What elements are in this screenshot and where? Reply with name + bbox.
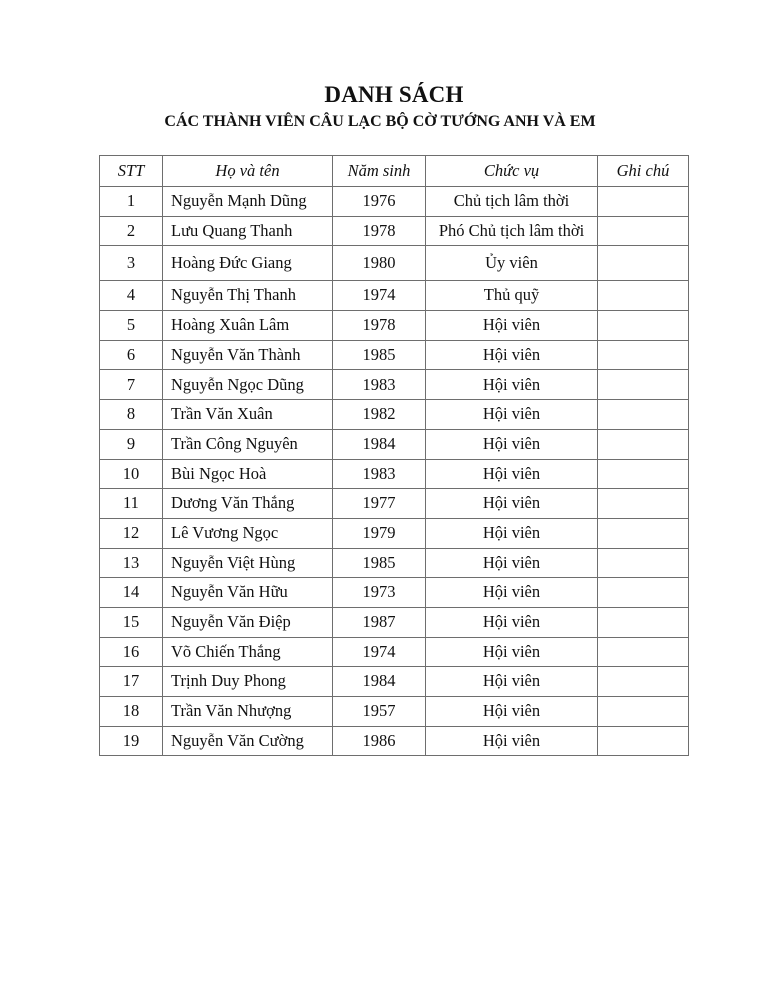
- cell-stt: 14: [100, 578, 163, 608]
- cell-note: [598, 607, 689, 637]
- cell-name: Hoàng Đức Giang: [163, 246, 333, 281]
- cell-stt: 1: [100, 187, 163, 217]
- table-row: [100, 340, 689, 370]
- cell-position: Hội viên: [426, 607, 598, 637]
- cell-birth-year: 1985: [333, 548, 426, 578]
- cell-position: Hội viên: [426, 518, 598, 548]
- cell-birth-year: 1983: [333, 370, 426, 400]
- cell-birth-year: 1980: [333, 246, 426, 281]
- cell-note: [598, 548, 689, 578]
- table-row: [100, 489, 689, 519]
- cell-stt: 9: [100, 429, 163, 459]
- cell-name: Hoàng Xuân Lâm: [163, 311, 333, 341]
- table-row: [100, 667, 689, 697]
- cell-birth-year: 1984: [333, 667, 426, 697]
- cell-birth-year: 1983: [333, 459, 426, 489]
- cell-position: Hội viên: [426, 400, 598, 430]
- table-row: [100, 459, 689, 489]
- cell-stt: 2: [100, 216, 163, 246]
- cell-birth-year: 1979: [333, 518, 426, 548]
- cell-note: [598, 187, 689, 217]
- document-subtitle: CÁC THÀNH VIÊN CÂU LẠC BỘ CỜ TƯỚNG ANH VÀ EM: [164, 113, 596, 130]
- cell-name: Lưu Quang Thanh: [163, 216, 333, 246]
- header-name: Họ và tên: [163, 156, 333, 187]
- cell-stt: 18: [100, 697, 163, 727]
- cell-birth-year: 1974: [333, 637, 426, 667]
- cell-name: Lê Vương Ngọc: [163, 518, 333, 548]
- cell-birth-year: 1978: [333, 311, 426, 341]
- cell-birth-year: 1974: [333, 281, 426, 311]
- table-row: [100, 607, 689, 637]
- cell-name: Nguyễn Việt Hùng: [163, 548, 333, 578]
- cell-position: Hội viên: [426, 370, 598, 400]
- cell-stt: 17: [100, 667, 163, 697]
- table-row: [100, 697, 689, 727]
- cell-stt: 4: [100, 281, 163, 311]
- cell-name: Nguyễn Mạnh Dũng: [163, 187, 333, 217]
- cell-note: [598, 429, 689, 459]
- cell-position: Hội viên: [426, 429, 598, 459]
- cell-note: [598, 697, 689, 727]
- cell-position: Ủy viên: [426, 246, 598, 281]
- header-position: Chức vụ: [426, 156, 598, 187]
- cell-birth-year: 1973: [333, 578, 426, 608]
- header-birth-year: Năm sinh: [333, 156, 426, 187]
- cell-position: Hội viên: [426, 489, 598, 519]
- table-row: [100, 578, 689, 608]
- cell-position: Hội viên: [426, 311, 598, 341]
- cell-note: [598, 518, 689, 548]
- cell-note: [598, 459, 689, 489]
- cell-note: [598, 489, 689, 519]
- cell-birth-year: 1987: [333, 607, 426, 637]
- member-table: [99, 155, 689, 756]
- cell-note: [598, 370, 689, 400]
- table-row: [100, 637, 689, 667]
- cell-name: Nguyễn Văn Điệp: [163, 607, 333, 637]
- cell-birth-year: 1957: [333, 697, 426, 727]
- cell-birth-year: 1977: [333, 489, 426, 519]
- cell-stt: 10: [100, 459, 163, 489]
- table-row: [100, 311, 689, 341]
- cell-birth-year: 1978: [333, 216, 426, 246]
- cell-position: Hội viên: [426, 548, 598, 578]
- cell-stt: 16: [100, 637, 163, 667]
- cell-name: Nguyễn Văn Hữu: [163, 578, 333, 608]
- table-row: [100, 429, 689, 459]
- cell-position: Hội viên: [426, 726, 598, 756]
- cell-note: [598, 340, 689, 370]
- cell-stt: 15: [100, 607, 163, 637]
- cell-note: [598, 667, 689, 697]
- cell-note: [598, 726, 689, 756]
- cell-stt: 19: [100, 726, 163, 756]
- cell-position: Chủ tịch lâm thời: [426, 187, 598, 217]
- cell-name: Nguyễn Văn Cường: [163, 726, 333, 756]
- header-stt: STT: [100, 156, 163, 187]
- cell-note: [598, 311, 689, 341]
- cell-note: [598, 637, 689, 667]
- table-header-row: [100, 156, 689, 187]
- cell-name: Nguyễn Thị Thanh: [163, 281, 333, 311]
- cell-name: Nguyễn Ngọc Dũng: [163, 370, 333, 400]
- cell-note: [598, 246, 689, 281]
- table-row: [100, 216, 689, 246]
- table-row: [100, 246, 689, 281]
- cell-stt: 6: [100, 340, 163, 370]
- table-row: [100, 370, 689, 400]
- header-note: Ghi chú: [598, 156, 689, 187]
- cell-note: [598, 281, 689, 311]
- cell-name: Bùi Ngọc Hoà: [163, 459, 333, 489]
- table-row: [100, 187, 689, 217]
- cell-stt: 5: [100, 311, 163, 341]
- cell-name: Võ Chiến Thắng: [163, 637, 333, 667]
- cell-position: Thủ quỹ: [426, 281, 598, 311]
- table-row: [100, 281, 689, 311]
- cell-position: Hội viên: [426, 459, 598, 489]
- cell-birth-year: 1982: [333, 400, 426, 430]
- cell-stt: 11: [100, 489, 163, 519]
- cell-note: [598, 578, 689, 608]
- cell-name: Trần Văn Xuân: [163, 400, 333, 430]
- cell-position: Hội viên: [426, 340, 598, 370]
- table-row: [100, 518, 689, 548]
- cell-stt: 7: [100, 370, 163, 400]
- cell-position: Hội viên: [426, 667, 598, 697]
- cell-position: Phó Chủ tịch lâm thời: [426, 216, 598, 246]
- table-row: [100, 400, 689, 430]
- cell-stt: 13: [100, 548, 163, 578]
- cell-stt: 12: [100, 518, 163, 548]
- table-row: [100, 548, 689, 578]
- cell-note: [598, 400, 689, 430]
- cell-position: Hội viên: [426, 578, 598, 608]
- cell-birth-year: 1984: [333, 429, 426, 459]
- cell-birth-year: 1986: [333, 726, 426, 756]
- document-title: DANH SÁCH: [324, 82, 464, 107]
- cell-stt: 8: [100, 400, 163, 430]
- table-row: [100, 726, 689, 756]
- cell-note: [598, 216, 689, 246]
- cell-stt: 3: [100, 246, 163, 281]
- cell-name: Dương Văn Thắng: [163, 489, 333, 519]
- cell-position: Hội viên: [426, 697, 598, 727]
- cell-position: Hội viên: [426, 637, 598, 667]
- cell-name: Nguyễn Văn Thành: [163, 340, 333, 370]
- cell-name: Trần Công Nguyên: [163, 429, 333, 459]
- cell-birth-year: 1976: [333, 187, 426, 217]
- cell-name: Trần Văn Nhượng: [163, 697, 333, 727]
- cell-name: Trịnh Duy Phong: [163, 667, 333, 697]
- cell-birth-year: 1985: [333, 340, 426, 370]
